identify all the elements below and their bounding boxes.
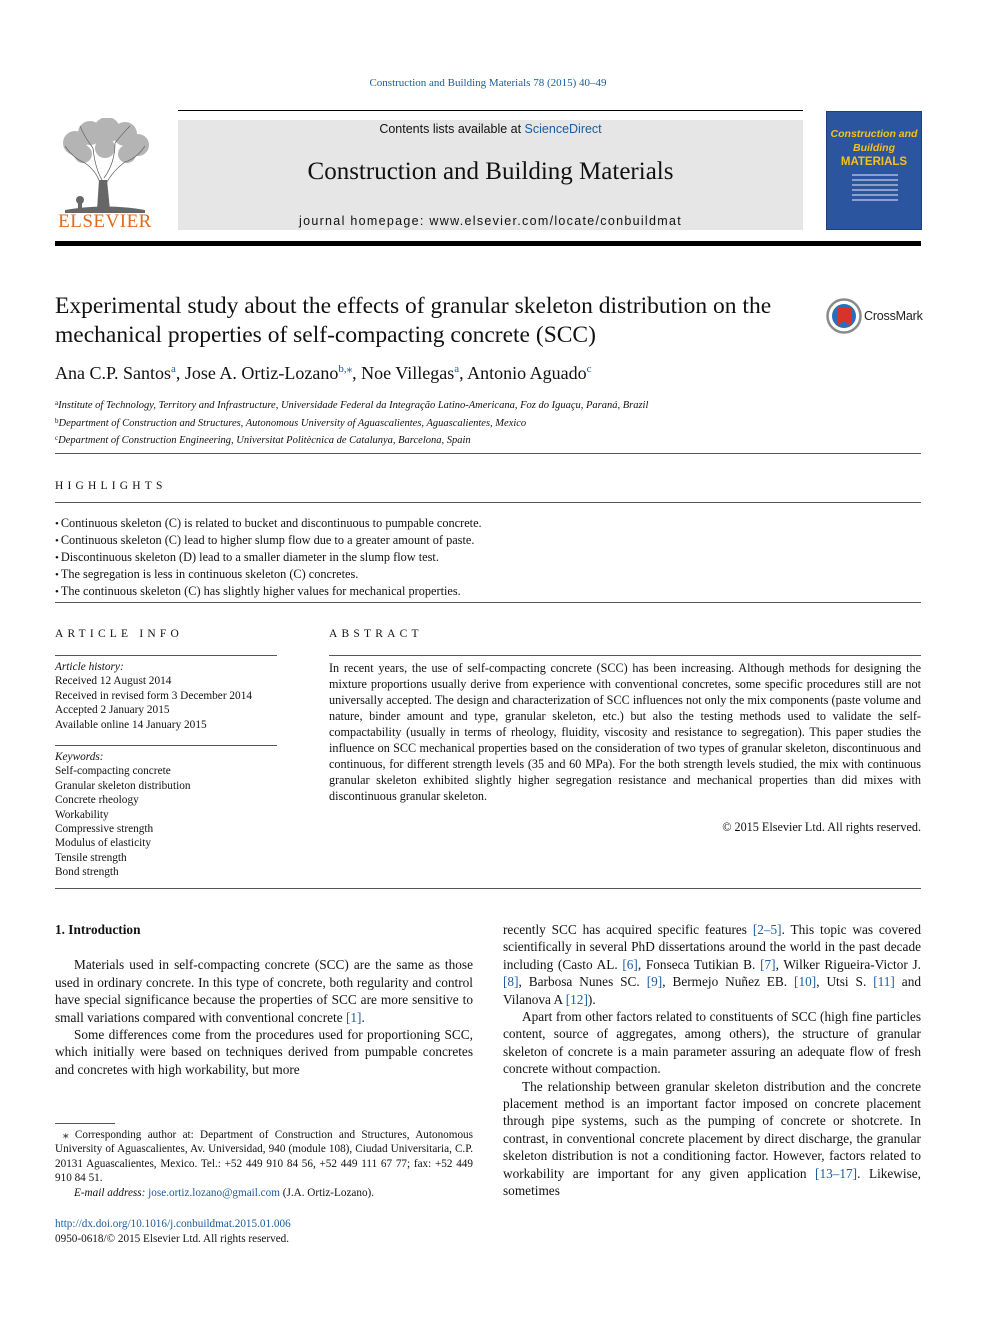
author-affiliation-marker[interactable]: a: [454, 363, 460, 375]
highlights-list: [55, 515, 482, 600]
citation-link[interactable]: [11]: [873, 974, 895, 990]
divider: [55, 602, 921, 603]
keyword: Bond strength: [55, 866, 119, 879]
highlight-item: • Discontinuous skeleton (D) lead to a smaller diameter in the slump flow test.: [55, 549, 482, 566]
divider: [55, 655, 277, 656]
paragraph: Apart from other factors related to constituents of SCC (high fine particles content, source of aggregates, among others), the structure of granular skeleton of concrete is a main parameter assuring an adequate flow of fresh concrete without compaction.: [503, 1009, 921, 1077]
journal-cover-thumbnail[interactable]: [826, 111, 922, 230]
sciencedirect-link[interactable]: ScienceDirect: [524, 122, 602, 136]
article-info-heading: ARTICLE INFO: [55, 628, 183, 640]
author-affiliation-marker[interactable]: b,⁎: [338, 363, 353, 375]
history-item: Accepted 2 January 2015: [55, 704, 170, 717]
corresponding-author-footnote: [55, 1128, 473, 1200]
copyright-notice: © 2015 Elsevier Ltd. All rights reserved.: [722, 820, 921, 834]
citation-link[interactable]: [10]: [794, 974, 817, 990]
doi-block: [55, 1217, 291, 1246]
paragraph: Materials used in self-compacting concrete (SCC) are the same as those used in ordinary concrete. In this type of concrete, both regularity and control have special significance because the properties of SCC are more sensitive to small variations compared with conventional concrete [1].: [55, 957, 473, 1025]
citation-link[interactable]: [9]: [646, 974, 663, 990]
keywords-label: Keywords:: [55, 751, 104, 763]
section-heading: 1. Introduction: [55, 922, 141, 937]
journal-banner: [178, 120, 803, 230]
author-name[interactable]: Ana C.P. Santos: [55, 363, 172, 383]
footnote-email-line: E-mail address: jose.ortiz.lozano@gmail.com (J.A. Ortiz-Lozano).: [74, 1186, 375, 1199]
highlight-item: • Continuous skeleton (C) is related to bucket and discontinuous to pumpable concrete.: [55, 515, 482, 532]
keyword: Compressive strength: [55, 823, 154, 836]
affiliation: $^a$Institute of Technology, Territory and Infrastructure, Universidade Federal da Integração Latino-Americana, Foz do Iguaçu, Paraná, Brazil: [55, 399, 649, 411]
divider: [55, 745, 277, 746]
banner-rule: [55, 241, 921, 246]
paragraph: Some differences come from the procedures used for proportioning SCC, which initially were based on techniques derived from pumpable concretes and concretes with high workability, but more: [55, 1027, 473, 1077]
author-affiliation-marker[interactable]: a: [171, 363, 176, 375]
keyword: Modulus of elasticity: [55, 837, 152, 850]
citation-link[interactable]: [8]: [503, 974, 519, 990]
citation-link[interactable]: [13–17]: [815, 1165, 858, 1181]
crossmark-icon[interactable]: [826, 298, 862, 334]
paragraph: The relationship between granular skeleton distribution and the concrete placement method is an important factor imposed on concrete placement through pipe systems, such as the pumping of concrete or shotcrete. In contrast, in conventional concrete placement by direct discharge, the granular skeleton distribution is not a conditioning factor. However, factors related to workability are important for any given application [13–17]. Likewise, sometimes: [503, 1078, 922, 1199]
citation-link[interactable]: [2–5]: [752, 922, 782, 937]
issn-line: 0950-0618/© 2015 Elsevier Ltd. All rights reserved.: [55, 1232, 290, 1245]
author-affiliation-marker[interactable]: c: [586, 363, 592, 375]
history-item: Available online 14 January 2015: [55, 718, 207, 731]
author-name[interactable]: Antonio Aguado: [467, 363, 587, 383]
keyword: Workability: [55, 808, 109, 821]
header-rule: [178, 110, 803, 111]
divider: [329, 655, 921, 656]
citation-link[interactable]: [1]: [345, 1009, 362, 1025]
divider: [55, 888, 921, 889]
keywords: [55, 750, 191, 880]
highlight-item: • The continuous skeleton (C) has slightly higher values for mechanical properties.: [55, 583, 482, 600]
citation-link[interactable]: [7]: [760, 956, 776, 972]
doi-link[interactable]: http://dx.doi.org/10.1016/j.conbuildmat.2015.01.006: [55, 1218, 291, 1230]
author-name[interactable]: Noe Villegas: [361, 363, 455, 383]
abstract-text: In recent years, the use of self-compacting concrete (SCC) has been increasing. Although methods for designing the mixture proportions usually derive from experience with conventional concretes, some specific procedures still are not universally accepted. The design and characterization of SCC influences not only the mix components (paste volume and nature, binder amount and type, granular skeleton, etc.) but also the testing methods used to validate the self-compactability (usually in terms of rheology, fluidity, viscosity and resistance to segregation). This paper studies the influence on SCC mechanical properties based on the consideration of two types of granular skeleton, discontinuous and continuous, for different strength levels (35 and 60 MPa). For the both strength levels studied, the mix with continuous granular skeleton exhibited slightly higher segregation resistance and mechanical properties than did mixes with discontinuous granular skeleton.: [329, 661, 921, 803]
divider: [55, 453, 921, 454]
journal-homepage[interactable]: journal homepage: www.elsevier.com/locate/conbuildmat: [299, 214, 682, 228]
article-title: Experimental study about the effects of granular skeleton distribution on the mechanical properties of self-compacting concrete (SCC): [55, 293, 772, 348]
cover-subtitle: MATERIALS: [840, 156, 908, 168]
journal-reference[interactable]: Construction and Building Materials 78 (2015) 40–49: [369, 77, 607, 89]
history-label: Article history:: [55, 661, 124, 673]
paragraph: recently SCC has acquired specific features [2–5]. This topic was covered scientifically in several PhD dissertations around the world in the past decade including (Casto AL. [6], Fonseca Tutikian B. [7], Wilker Rigueira-Victor J. [8], Barbosa Nunes SC. [9], Bermejo Nuñez EB. [10], Utsi S. [11] and Vilanova A [12]).: [503, 922, 922, 1007]
author-list: Ana C.P. Santos$^a$, Jose A. Ortiz-Lozano$^{b,⁎}$, Noe Villegas$^a$, Antonio Aguado$^c$: [55, 363, 592, 383]
author-name[interactable]: Jose A. Ortiz-Lozano: [184, 363, 339, 383]
keyword: Tensile strength: [55, 851, 127, 864]
highlights-heading: HIGHLIGHTS: [55, 480, 167, 492]
highlight-item: • The segregation is less in continuous skeleton (C) concretes.: [55, 566, 482, 583]
contents-line: Contents lists available at ScienceDirect: [379, 122, 602, 136]
footnote-rule: [55, 1123, 115, 1124]
affiliations: [55, 396, 648, 449]
affiliation: $^b$Department of Construction and Structures, Autonomous University of Aguascalientes, Aguascalientes, Mexico: [55, 416, 527, 429]
keyword: Concrete rheology: [55, 794, 139, 807]
body-column-left: [55, 921, 473, 1078]
history-item: Received in revised form 3 December 2014: [55, 689, 252, 702]
keyword: Granular skeleton distribution: [55, 779, 191, 792]
divider: [55, 502, 921, 503]
keyword: Self-compacting concrete: [55, 765, 171, 778]
citation-link[interactable]: [12]: [565, 991, 588, 1007]
abstract-heading: ABSTRACT: [329, 628, 423, 640]
affiliation: $^c$Department of Construction Engineering, Universitat Politècnica de Catalunya, Barcelona, Spain: [55, 434, 471, 446]
cover-title: Construction and Building: [830, 128, 918, 154]
email-link[interactable]: jose.ortiz.lozano@gmail.com: [148, 1186, 280, 1199]
highlight-item: • Continuous skeleton (C) lead to higher slump flow due to a greater amount of paste.: [55, 532, 482, 549]
footnote-text: ⁎ Corresponding author at: Department of Construction and Structures, Autonomous University of Aguascalientes, Av. Universidad, 940 (module 108), Ciudad Universitaria, C.P. 20131 Aguascalientes, Mexico. Tel.: +52 449 910 84 56, +52 449 111 67 77; fax: +52 449 910 84 51.: [55, 1129, 473, 1185]
journal-title: Construction and Building Materials: [307, 158, 674, 185]
elsevier-wordmark: ELSEVIER: [58, 211, 152, 232]
article-history: [55, 660, 252, 732]
citation-link[interactable]: [6]: [622, 956, 638, 972]
body-column-right: [503, 921, 921, 1200]
cover-text-lines: [852, 174, 898, 204]
history-item: Received 12 August 2014: [55, 675, 172, 688]
crossmark-label[interactable]: CrossMark: [864, 309, 923, 323]
